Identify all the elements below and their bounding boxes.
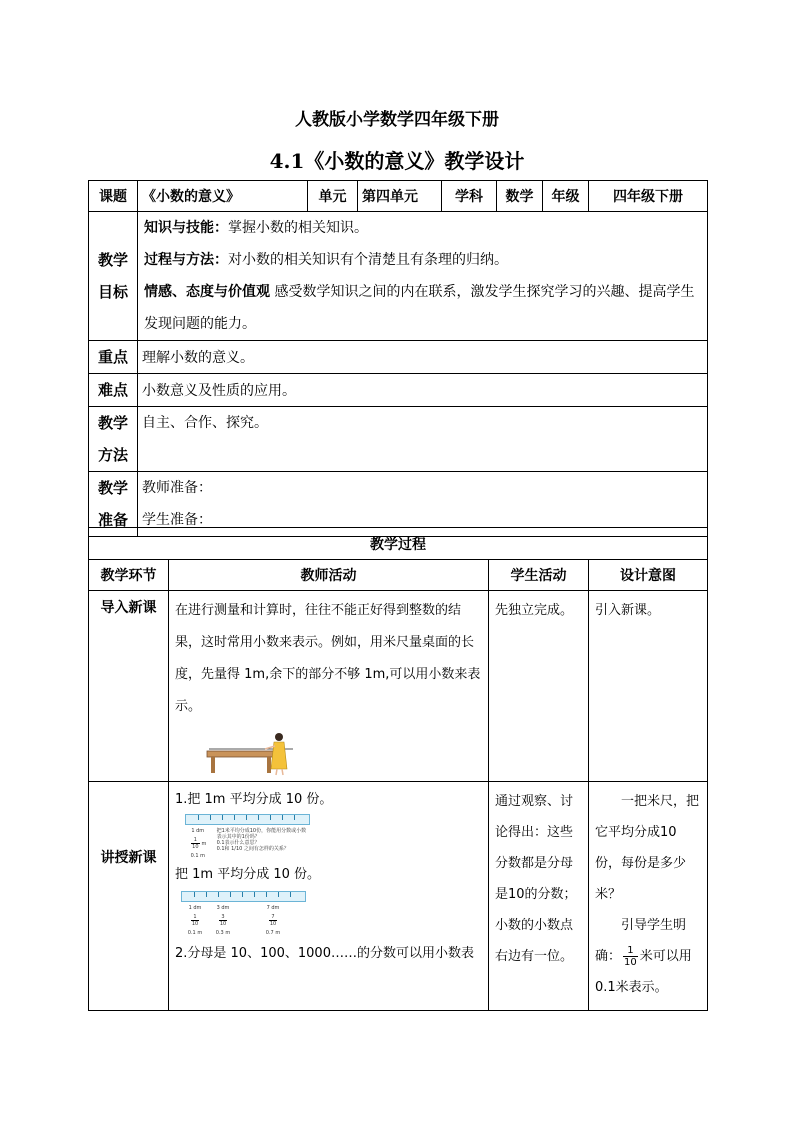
subject-value: 数学 <box>497 181 543 212</box>
fig2-c-dm: 7 dm <box>266 905 280 911</box>
grade-label: 年级 <box>543 181 589 212</box>
unit-label: 单元 <box>308 181 358 212</box>
fig1-frac-den: 10 <box>192 844 199 850</box>
fig2-a-dm: 1 dm <box>188 905 202 911</box>
fig2-b-num: 3 <box>219 914 227 921</box>
fig2-c-den: 10 <box>269 921 277 927</box>
grade-value: 四年级下册 <box>589 181 708 212</box>
lesson-intent-part2: 引导学生明确： <box>595 918 687 964</box>
method-text: 自主、合作、探究。 <box>138 407 708 472</box>
lesson-intent <box>589 782 708 1011</box>
intro-intent-text: 引入新课。 <box>589 591 708 782</box>
difficulty-label: 难点 <box>89 374 138 407</box>
lesson-step2: 2.分母是 10、100、1000……的分数可以用小数表 <box>175 946 474 961</box>
difficulty-text: 小数意义及性质的应用。 <box>138 374 708 407</box>
lesson-info-table <box>88 180 708 537</box>
prep-label: 教学准备 <box>89 472 138 537</box>
ruler-2 <box>181 891 306 902</box>
lesson-step1: 1.把 1m 平均分成 10 份。 <box>175 792 333 807</box>
fig2-a-den: 10 <box>191 921 199 927</box>
fig1-question-1: 把1米平均分成10份，你能用分数或小数表示其中的1份吗？ <box>216 828 307 840</box>
measuring-table-illustration <box>205 729 295 777</box>
emotion-text: 感受数学知识之间的内在联系，激发学生探究学习的兴趣、提高学生发现问题的能力。 <box>144 284 695 332</box>
knowledge-label: 知识与技能： <box>144 220 228 236</box>
method-label: 教学方法 <box>89 407 138 472</box>
fig1-frac-num: 1 <box>191 837 199 844</box>
key-text: 理解小数的意义。 <box>138 341 708 374</box>
process-table <box>88 527 708 1011</box>
subject-label: 学科 <box>442 181 497 212</box>
header-stage: 教学环节 <box>89 560 169 591</box>
lesson-student-text: 通过观察、讨论得出：这些分数都是分母是10的分数；小数的小数点右边有一位。 <box>489 782 589 1011</box>
stage-intro: 导入新课 <box>89 591 169 782</box>
lesson-intent-part3: 米可以用0.1米表示。 <box>595 949 692 995</box>
page-title: 人教版小学数学四年级下册 <box>295 110 499 130</box>
key-label: 重点 <box>89 341 138 374</box>
fig1-question-3: 0.1和 1/10 之间有怎样的关系？ <box>216 846 289 852</box>
topic-label: 课题 <box>89 181 138 212</box>
ruler-figure-1 <box>185 814 310 859</box>
knowledge-text: 掌握小数的相关知识。 <box>228 220 368 236</box>
goals-label: 教学目标 <box>89 212 138 341</box>
process-title: 教学过程 <box>89 528 708 560</box>
intent-frac-num: 1 <box>623 945 638 957</box>
unit-value: 第四单元 <box>358 181 442 212</box>
topic-value: 《小数的意义》 <box>138 181 308 212</box>
fig2-b-dm: 3 dm <box>216 905 230 911</box>
stage-new-lesson: 讲授新课 <box>89 782 169 1011</box>
intent-frac-den: 10 <box>624 957 637 968</box>
process-goal-text: 对小数的相关知识有个清楚且有条理的归纳。 <box>228 252 508 268</box>
lesson-step1-repeat: 把 1m 平均分成 10 份。 <box>175 867 321 882</box>
lesson-intent-part1: 一把米尺，把它平均分成10份，每份是多少米？ <box>595 794 700 902</box>
fig1-question-2: 0.1表示什么意思？ <box>216 840 260 846</box>
ruler-figure-2 <box>181 891 306 936</box>
fig2-c-num: 7 <box>269 914 277 921</box>
teacher-prep: 教师准备： <box>142 480 212 496</box>
emotion-label: 情感、态度与价值观 <box>144 284 270 300</box>
header-intent: 设计意图 <box>589 560 708 591</box>
student-prep: 学生准备： <box>142 512 212 528</box>
header-teacher: 教师活动 <box>169 560 489 591</box>
fig2-b-den: 10 <box>219 921 227 927</box>
fig2-c-decimal: 0.7 m <box>265 930 281 936</box>
intro-teacher-text: 在进行测量和计算时，往往不能正好得到整数的结果，这时常用小数来表示。例如，用米尺量桌面的长度，先量得 1m,余下的部分不够 1m,可以用小数来表示。 <box>175 603 481 714</box>
fig2-b-decimal: 0.3 m <box>215 930 231 936</box>
fig1-decimal-label: 0.1 m <box>190 853 205 859</box>
fig2-a-decimal: 0.1 m <box>187 930 203 936</box>
ruler-1 <box>185 814 310 825</box>
intro-student-text: 先独立完成。 <box>489 591 589 782</box>
process-goal-label: 过程与方法： <box>144 252 228 268</box>
fig2-a-num: 1 <box>191 914 199 921</box>
header-student: 学生活动 <box>489 560 589 591</box>
fig1-frac-unit: m <box>201 841 207 847</box>
fig1-dm-label: 1 dm <box>191 828 205 834</box>
page-subtitle: 4.1《小数的意义》教学设计 <box>269 149 525 173</box>
